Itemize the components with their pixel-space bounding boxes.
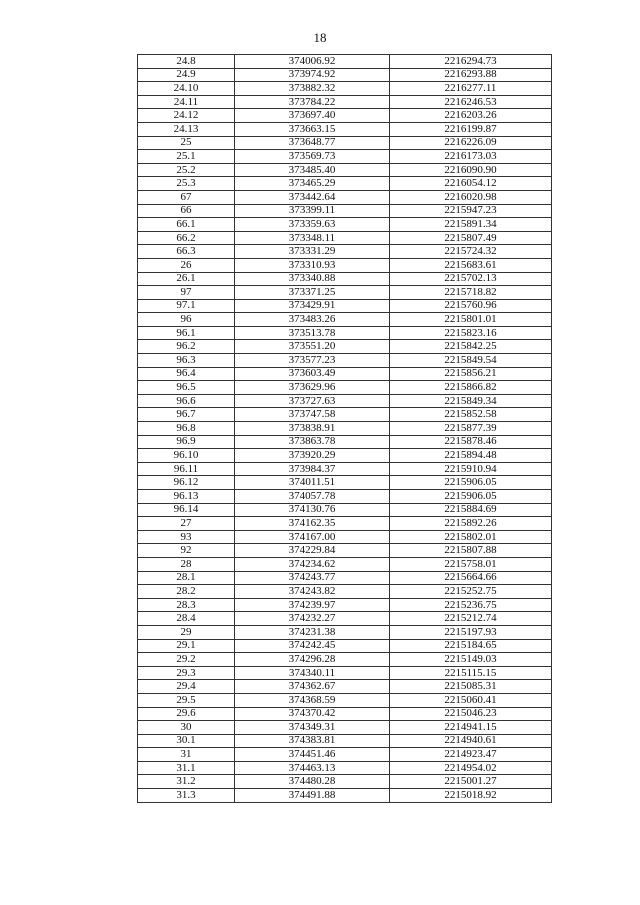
table-row — [138, 381, 552, 395]
y-coordinate-cell: 2215252.75 — [390, 585, 552, 599]
point-number-cell: 29.6 — [138, 707, 235, 721]
y-coordinate-cell: 2215849.34 — [390, 394, 552, 408]
point-number-cell: 28 — [138, 557, 235, 571]
point-number-cell: 29.3 — [138, 666, 235, 680]
y-coordinate-cell: 2215807.49 — [390, 231, 552, 245]
x-coordinate-cell: 374349.31 — [235, 721, 390, 735]
table-row — [138, 286, 552, 300]
point-number-cell: 96 — [138, 313, 235, 327]
table-row — [138, 748, 552, 762]
x-coordinate-cell: 374006.92 — [235, 55, 390, 69]
table-row — [138, 340, 552, 354]
y-coordinate-cell: 2214923.47 — [390, 748, 552, 762]
y-coordinate-cell: 2216246.53 — [390, 95, 552, 109]
table-row — [138, 231, 552, 245]
point-number-cell: 29.1 — [138, 639, 235, 653]
point-number-cell: 96.13 — [138, 490, 235, 504]
table-row — [138, 326, 552, 340]
point-number-cell: 66.1 — [138, 218, 235, 232]
x-coordinate-cell: 374242.45 — [235, 639, 390, 653]
y-coordinate-cell: 2214954.02 — [390, 761, 552, 775]
y-coordinate-cell: 2215849.54 — [390, 354, 552, 368]
table-row — [138, 666, 552, 680]
y-coordinate-cell: 2215877.39 — [390, 422, 552, 436]
point-number-cell: 66.3 — [138, 245, 235, 259]
y-coordinate-cell: 2215236.75 — [390, 598, 552, 612]
x-coordinate-cell: 373399.11 — [235, 204, 390, 218]
x-coordinate-cell: 374232.27 — [235, 612, 390, 626]
y-coordinate-cell: 2215724.32 — [390, 245, 552, 259]
table-row — [138, 272, 552, 286]
table-row — [138, 530, 552, 544]
x-coordinate-cell: 373974.92 — [235, 68, 390, 82]
table-row — [138, 571, 552, 585]
point-number-cell: 96.11 — [138, 462, 235, 476]
point-number-cell: 25.3 — [138, 177, 235, 191]
y-coordinate-cell: 2214941.15 — [390, 721, 552, 735]
x-coordinate-cell: 373442.64 — [235, 190, 390, 204]
x-coordinate-cell: 373727.63 — [235, 394, 390, 408]
point-number-cell: 30.1 — [138, 734, 235, 748]
table-row — [138, 789, 552, 803]
y-coordinate-cell: 2216293.88 — [390, 68, 552, 82]
y-coordinate-cell: 2215807.88 — [390, 544, 552, 558]
table-row — [138, 82, 552, 96]
y-coordinate-cell: 2216226.09 — [390, 136, 552, 150]
x-coordinate-cell: 373920.29 — [235, 449, 390, 463]
point-number-cell: 97 — [138, 286, 235, 300]
table-row — [138, 693, 552, 707]
point-number-cell: 96.1 — [138, 326, 235, 340]
table-row — [138, 761, 552, 775]
coordinates-table — [137, 54, 552, 803]
x-coordinate-cell: 373629.96 — [235, 381, 390, 395]
table-row — [138, 313, 552, 327]
point-number-cell: 96.12 — [138, 476, 235, 490]
x-coordinate-cell: 373577.23 — [235, 354, 390, 368]
table-row — [138, 707, 552, 721]
point-number-cell: 93 — [138, 530, 235, 544]
point-number-cell: 31 — [138, 748, 235, 762]
x-coordinate-cell: 373697.40 — [235, 109, 390, 123]
x-coordinate-cell: 374234.62 — [235, 557, 390, 571]
y-coordinate-cell: 2215801.01 — [390, 313, 552, 327]
table-row — [138, 721, 552, 735]
x-coordinate-cell: 373483.26 — [235, 313, 390, 327]
point-number-cell: 31.3 — [138, 789, 235, 803]
x-coordinate-cell: 374130.76 — [235, 503, 390, 517]
point-number-cell: 67 — [138, 190, 235, 204]
point-number-cell: 97.1 — [138, 299, 235, 313]
y-coordinate-cell: 2215718.82 — [390, 286, 552, 300]
point-number-cell: 24.11 — [138, 95, 235, 109]
table-row — [138, 354, 552, 368]
table-row — [138, 68, 552, 82]
point-number-cell: 26.1 — [138, 272, 235, 286]
x-coordinate-cell: 374463.13 — [235, 761, 390, 775]
point-number-cell: 24.10 — [138, 82, 235, 96]
x-coordinate-cell: 374491.88 — [235, 789, 390, 803]
x-coordinate-cell: 373569.73 — [235, 150, 390, 164]
table-row — [138, 503, 552, 517]
table-row — [138, 122, 552, 136]
table-row — [138, 408, 552, 422]
x-coordinate-cell: 373663.15 — [235, 122, 390, 136]
x-coordinate-cell: 373340.88 — [235, 272, 390, 286]
point-number-cell: 27 — [138, 517, 235, 531]
table-row — [138, 734, 552, 748]
table-row — [138, 109, 552, 123]
point-number-cell: 96.5 — [138, 381, 235, 395]
y-coordinate-cell: 2215852.58 — [390, 408, 552, 422]
table-row — [138, 517, 552, 531]
coordinates-table-body — [138, 55, 552, 803]
table-row — [138, 177, 552, 191]
table-row — [138, 435, 552, 449]
point-number-cell: 96.3 — [138, 354, 235, 368]
table-row — [138, 245, 552, 259]
y-coordinate-cell: 2215664.66 — [390, 571, 552, 585]
y-coordinate-cell: 2215891.34 — [390, 218, 552, 232]
point-number-cell: 28.3 — [138, 598, 235, 612]
x-coordinate-cell: 374296.28 — [235, 653, 390, 667]
x-coordinate-cell: 374229.84 — [235, 544, 390, 558]
point-number-cell: 92 — [138, 544, 235, 558]
table-row — [138, 299, 552, 313]
point-number-cell: 29.2 — [138, 653, 235, 667]
y-coordinate-cell: 2215947.23 — [390, 204, 552, 218]
x-coordinate-cell: 374167.00 — [235, 530, 390, 544]
x-coordinate-cell: 373784.22 — [235, 95, 390, 109]
y-coordinate-cell: 2216203.26 — [390, 109, 552, 123]
x-coordinate-cell: 373359.63 — [235, 218, 390, 232]
x-coordinate-cell: 373429.91 — [235, 299, 390, 313]
x-coordinate-cell: 373485.40 — [235, 163, 390, 177]
y-coordinate-cell: 2216020.98 — [390, 190, 552, 204]
y-coordinate-cell: 2215760.96 — [390, 299, 552, 313]
x-coordinate-cell: 373331.29 — [235, 245, 390, 259]
x-coordinate-cell: 373984.37 — [235, 462, 390, 476]
point-number-cell: 28.1 — [138, 571, 235, 585]
y-coordinate-cell: 2215906.05 — [390, 490, 552, 504]
point-number-cell: 24.9 — [138, 68, 235, 82]
x-coordinate-cell: 373603.49 — [235, 367, 390, 381]
table-row — [138, 612, 552, 626]
y-coordinate-cell: 2215085.31 — [390, 680, 552, 694]
table-row — [138, 557, 552, 571]
y-coordinate-cell: 2215856.21 — [390, 367, 552, 381]
point-number-cell: 28.2 — [138, 585, 235, 599]
x-coordinate-cell: 374451.46 — [235, 748, 390, 762]
y-coordinate-cell: 2215001.27 — [390, 775, 552, 789]
point-number-cell: 29 — [138, 625, 235, 639]
point-number-cell: 66.2 — [138, 231, 235, 245]
y-coordinate-cell: 2215184.65 — [390, 639, 552, 653]
y-coordinate-cell: 2215910.94 — [390, 462, 552, 476]
point-number-cell: 25 — [138, 136, 235, 150]
point-number-cell: 96.2 — [138, 340, 235, 354]
y-coordinate-cell: 2215894.48 — [390, 449, 552, 463]
x-coordinate-cell: 373648.77 — [235, 136, 390, 150]
y-coordinate-cell: 2215683.61 — [390, 258, 552, 272]
y-coordinate-cell: 2215702.13 — [390, 272, 552, 286]
table-row — [138, 218, 552, 232]
y-coordinate-cell: 2215115.15 — [390, 666, 552, 680]
point-number-cell: 25.1 — [138, 150, 235, 164]
table-row — [138, 394, 552, 408]
y-coordinate-cell: 2215060.41 — [390, 693, 552, 707]
table-row — [138, 775, 552, 789]
y-coordinate-cell: 2215018.92 — [390, 789, 552, 803]
x-coordinate-cell: 373863.78 — [235, 435, 390, 449]
page-number: 18 — [313, 30, 327, 45]
y-coordinate-cell: 2216199.87 — [390, 122, 552, 136]
x-coordinate-cell: 373310.93 — [235, 258, 390, 272]
table-row — [138, 544, 552, 558]
table-row — [138, 462, 552, 476]
point-number-cell: 96.9 — [138, 435, 235, 449]
table-row — [138, 639, 552, 653]
y-coordinate-cell: 2215842.25 — [390, 340, 552, 354]
point-number-cell: 24.8 — [138, 55, 235, 69]
table-row — [138, 190, 552, 204]
point-number-cell: 66 — [138, 204, 235, 218]
x-coordinate-cell: 373882.32 — [235, 82, 390, 96]
point-number-cell: 96.10 — [138, 449, 235, 463]
y-coordinate-cell: 2216173.03 — [390, 150, 552, 164]
y-coordinate-cell: 2215197.93 — [390, 625, 552, 639]
table-row — [138, 136, 552, 150]
table-row — [138, 258, 552, 272]
table-row — [138, 367, 552, 381]
x-coordinate-cell: 374231.38 — [235, 625, 390, 639]
y-coordinate-cell: 2215149.03 — [390, 653, 552, 667]
table-row — [138, 55, 552, 69]
table-row — [138, 653, 552, 667]
x-coordinate-cell: 374239.97 — [235, 598, 390, 612]
y-coordinate-cell: 2215866.82 — [390, 381, 552, 395]
point-number-cell: 24.13 — [138, 122, 235, 136]
y-coordinate-cell: 2215906.05 — [390, 476, 552, 490]
point-number-cell: 96.8 — [138, 422, 235, 436]
point-number-cell: 24.12 — [138, 109, 235, 123]
table-row — [138, 625, 552, 639]
point-number-cell: 28.4 — [138, 612, 235, 626]
x-coordinate-cell: 374368.59 — [235, 693, 390, 707]
x-coordinate-cell: 374243.77 — [235, 571, 390, 585]
y-coordinate-cell: 2216090.90 — [390, 163, 552, 177]
table-row — [138, 680, 552, 694]
x-coordinate-cell: 374162.35 — [235, 517, 390, 531]
table-row — [138, 585, 552, 599]
point-number-cell: 29.4 — [138, 680, 235, 694]
x-coordinate-cell: 373348.11 — [235, 231, 390, 245]
y-coordinate-cell: 2215802.01 — [390, 530, 552, 544]
y-coordinate-cell: 2214940.61 — [390, 734, 552, 748]
x-coordinate-cell: 374362.67 — [235, 680, 390, 694]
table-row — [138, 490, 552, 504]
table-row — [138, 476, 552, 490]
y-coordinate-cell: 2216054.12 — [390, 177, 552, 191]
point-number-cell: 96.4 — [138, 367, 235, 381]
x-coordinate-cell: 374340.11 — [235, 666, 390, 680]
y-coordinate-cell: 2215758.01 — [390, 557, 552, 571]
x-coordinate-cell: 373551.20 — [235, 340, 390, 354]
table-row — [138, 449, 552, 463]
point-number-cell: 30 — [138, 721, 235, 735]
x-coordinate-cell: 374370.42 — [235, 707, 390, 721]
x-coordinate-cell: 373465.29 — [235, 177, 390, 191]
y-coordinate-cell: 2215884.69 — [390, 503, 552, 517]
table-row — [138, 204, 552, 218]
y-coordinate-cell: 2216294.73 — [390, 55, 552, 69]
x-coordinate-cell: 374383.81 — [235, 734, 390, 748]
table-row — [138, 150, 552, 164]
x-coordinate-cell: 374480.28 — [235, 775, 390, 789]
point-number-cell: 96.6 — [138, 394, 235, 408]
y-coordinate-cell: 2215046.23 — [390, 707, 552, 721]
x-coordinate-cell: 373371.25 — [235, 286, 390, 300]
x-coordinate-cell: 374011.51 — [235, 476, 390, 490]
y-coordinate-cell: 2215823.16 — [390, 326, 552, 340]
point-number-cell: 31.1 — [138, 761, 235, 775]
point-number-cell: 25.2 — [138, 163, 235, 177]
y-coordinate-cell: 2215212.74 — [390, 612, 552, 626]
x-coordinate-cell: 373747.58 — [235, 408, 390, 422]
point-number-cell: 96.7 — [138, 408, 235, 422]
x-coordinate-cell: 373513.78 — [235, 326, 390, 340]
table-row — [138, 95, 552, 109]
point-number-cell: 96.14 — [138, 503, 235, 517]
y-coordinate-cell: 2215892.26 — [390, 517, 552, 531]
x-coordinate-cell: 373838.91 — [235, 422, 390, 436]
table-row — [138, 163, 552, 177]
table-row — [138, 598, 552, 612]
table-row — [138, 422, 552, 436]
x-coordinate-cell: 374243.82 — [235, 585, 390, 599]
x-coordinate-cell: 374057.78 — [235, 490, 390, 504]
point-number-cell: 29.5 — [138, 693, 235, 707]
point-number-cell: 26 — [138, 258, 235, 272]
point-number-cell: 31.2 — [138, 775, 235, 789]
y-coordinate-cell: 2215878.46 — [390, 435, 552, 449]
y-coordinate-cell: 2216277.11 — [390, 82, 552, 96]
